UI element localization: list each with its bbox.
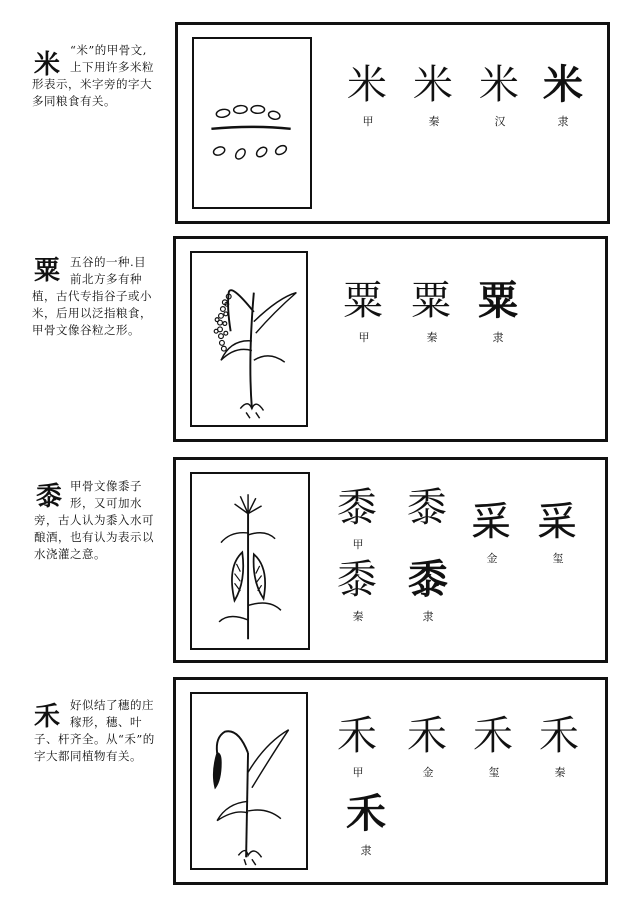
desc-line: 甲骨文像黍子 <box>70 479 142 493</box>
script-glyph: 黍 <box>337 485 379 531</box>
entry-description <box>32 254 168 339</box>
script-form <box>470 63 530 129</box>
script-glyph: 禾 <box>473 713 515 759</box>
desc-line: 植，古代专指谷子或小 <box>32 289 152 303</box>
desc-line: 上下用许多米粒 <box>70 60 154 74</box>
script-form <box>530 714 590 780</box>
entry-title-char: 禾 <box>34 702 61 732</box>
desc-line: 前北方多有种 <box>70 272 142 286</box>
desc-line: 多同粮食有关。 <box>32 94 116 108</box>
desc-line: 好似结了穗的庄 <box>70 698 154 712</box>
script-glyph: 禾 <box>407 713 449 759</box>
entry-description <box>32 42 162 110</box>
script-form <box>338 63 398 129</box>
script-glyph: 米 <box>543 61 583 108</box>
script-glyph: 粟 <box>478 277 518 324</box>
script-era-label: 汉 <box>494 115 506 128</box>
script-era-label: 金 <box>486 552 498 565</box>
script-glyph: 禾 <box>346 790 386 837</box>
rice-grains-illustration <box>192 37 312 209</box>
millet-plant-illustration <box>190 251 308 427</box>
desc-line: 五谷的一种.目 <box>70 255 147 269</box>
script-glyph: 黍 <box>407 485 449 531</box>
entry-panel <box>175 22 610 224</box>
desc-line: 稼形，穗、叶 <box>70 715 142 729</box>
script-form <box>528 500 588 566</box>
desc-line: 形，又可加水 <box>70 496 142 510</box>
script-form <box>328 486 388 552</box>
script-era-label: 秦 <box>554 766 566 779</box>
script-form <box>404 63 464 129</box>
script-era-label: 隶 <box>492 331 504 344</box>
script-form <box>398 486 458 536</box>
script-era-label: 玺 <box>552 552 564 565</box>
script-form <box>334 279 394 345</box>
script-form <box>398 558 458 624</box>
script-glyph: 米 <box>347 62 389 108</box>
entry-panel <box>173 677 608 885</box>
script-glyph: 禾 <box>337 713 379 759</box>
script-era-label: 隶 <box>422 610 434 623</box>
desc-line: 字大都同植物有关。 <box>34 749 142 763</box>
script-era-label: 甲 <box>352 538 364 551</box>
entry-description <box>34 478 166 563</box>
desc-line: 米，后用以泛指粮食， <box>32 306 152 320</box>
rice-grains-svg <box>194 39 310 207</box>
desc-line: 子、杆齐全。从“禾”的 <box>34 732 155 746</box>
desc-line: 甲骨文像谷粒之形。 <box>32 323 140 337</box>
script-glyph: 米 <box>479 62 521 108</box>
script-glyph: 𥝩 <box>471 499 513 545</box>
script-era-label: 秦 <box>428 115 440 128</box>
millet-plant-svg <box>192 253 306 425</box>
script-era-label: 玺 <box>488 766 500 779</box>
script-form <box>336 792 396 858</box>
script-era-label: 金 <box>422 766 434 779</box>
entry-description <box>34 697 166 765</box>
script-era-label: 秦 <box>352 610 364 623</box>
script-glyph: 𥝩 <box>537 499 579 545</box>
script-era-label: 隶 <box>360 844 372 857</box>
script-glyph: 黍 <box>337 557 379 603</box>
desc-line: 形表示，米字旁的字大 <box>32 77 152 91</box>
desc-line: 酿酒，也有认为表示以 <box>34 530 154 544</box>
broomcorn-millet-svg <box>192 474 308 648</box>
script-era-label: 甲 <box>358 331 370 344</box>
script-form <box>402 279 462 345</box>
script-form <box>464 714 524 780</box>
entry-panel <box>173 457 608 663</box>
script-glyph: 米 <box>413 62 455 108</box>
entry-title-char: 米 <box>34 50 61 80</box>
desc-line: 旁，古人认为黍入水可 <box>34 513 154 527</box>
grain-stalk-svg <box>192 694 306 868</box>
entry-title-char: 粟 <box>34 256 61 286</box>
script-glyph: 黍 <box>408 556 448 603</box>
script-glyph: 禾 <box>539 713 581 759</box>
script-form <box>533 63 593 129</box>
desc-line: 水浇灌之意。 <box>34 547 106 561</box>
script-era-label: 秦 <box>426 331 438 344</box>
grain-stalk-illustration <box>190 692 308 870</box>
script-glyph: 粟 <box>343 278 385 324</box>
script-era-label: 甲 <box>362 115 374 128</box>
script-form <box>468 279 528 345</box>
script-era-label: 隶 <box>557 115 569 128</box>
script-glyph: 粟 <box>411 278 453 324</box>
desc-line: “米”的甲骨文, <box>70 43 147 57</box>
broomcorn-millet-illustration <box>190 472 310 650</box>
script-era-label: 甲 <box>352 766 364 779</box>
script-form <box>398 714 458 780</box>
script-form <box>462 500 522 566</box>
entry-panel <box>173 236 608 442</box>
entry-title-char: 黍 <box>36 482 63 512</box>
script-form <box>328 558 388 624</box>
script-form <box>328 714 388 780</box>
